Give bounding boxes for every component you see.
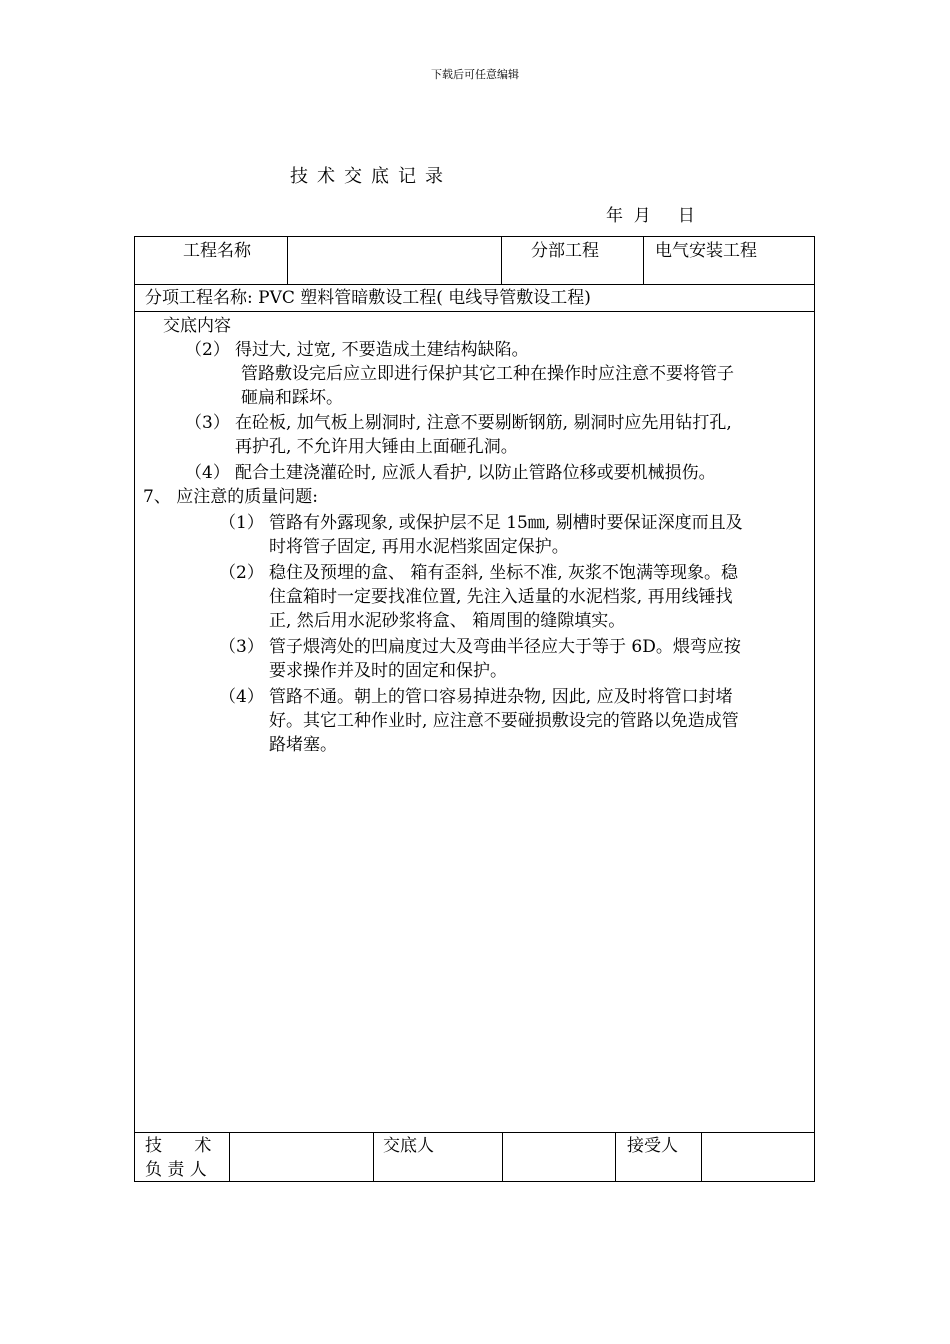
item-a-line: 得过大, 过宽, 不要造成土建结构缺陷。 (235, 340, 529, 360)
item-b-number: （4） (219, 687, 264, 707)
item-b-line: 路堵塞。 (269, 735, 337, 755)
disclosure-record-table (134, 236, 815, 1182)
project-name-label: 工程名称 (183, 241, 251, 261)
footer-divider-3 (502, 1132, 503, 1182)
item-a-line: 砸扁和踩坏。 (241, 388, 343, 408)
tech-lead-label-line1: 技 术 (145, 1136, 212, 1156)
footer-divider-4 (615, 1132, 616, 1182)
header-divider-3 (643, 237, 644, 284)
item-b-line: 时将管子固定, 再用水泥档浆固定保护。 (269, 537, 569, 557)
receiver-label: 接受人 (627, 1136, 678, 1156)
item-b-number: （2） (219, 563, 264, 583)
content-heading: 交底内容 (163, 316, 231, 336)
discloser-label: 交底人 (383, 1136, 434, 1156)
item-a-line: 管路敷设完后应立即进行保护其它工种在操作时应注意不要将管子 (241, 364, 734, 384)
item-b-line: 要求操作并及时的固定和保护。 (269, 661, 507, 681)
row-divider-subitem (135, 311, 814, 312)
item-b-line: 好。其它工种作业时, 应注意不要碰损敷设完的管路以免造成管 (269, 711, 739, 731)
item-b-number: （1） (219, 513, 264, 533)
date-line: 年 月 日 (606, 206, 695, 226)
item-b-line: 正, 然后用水泥砂浆将盒、 箱周围的缝隙填实。 (269, 611, 626, 631)
item-a-number: （4） (185, 463, 230, 483)
footer-divider-5 (701, 1132, 702, 1182)
tech-lead-label-line2: 负 责 人 (145, 1160, 207, 1180)
item-b-number: （3） (219, 637, 264, 657)
item-a-line: 配合土建浇灌砼时, 应派人看护, 以防止管路位移或要机械损伤。 (235, 463, 716, 483)
item-b-line: 管子煨湾处的凹扁度过大及弯曲半径应大于等于 6D。煨弯应按 (269, 637, 741, 657)
item-a-number: （2） (185, 340, 230, 360)
header-divider-2 (501, 237, 502, 284)
item-b-line: 管路有外露现象, 或保护层不足 15㎜, 剔槽时要保证深度而且及 (269, 513, 743, 533)
section-7-heading: 7、 应注意的质量问题: (143, 487, 318, 507)
item-a-line: 在砼板, 加气板上剔洞时, 注意不要剔断钢筋, 剔洞时应先用钻打孔, (235, 413, 732, 433)
row-divider-header (135, 284, 814, 285)
item-b-line: 稳住及预埋的盒、 箱有歪斜, 坐标不准, 灰浆不饱满等现象。稳 (269, 563, 739, 583)
item-a-number: （3） (185, 413, 230, 433)
footer-divider-2 (373, 1132, 374, 1182)
page-title: 技术交底记录 (290, 166, 452, 187)
subitem-name: 分项工程名称: PVC 塑料管暗敷设工程( 电线导管敷设工程) (145, 288, 591, 308)
item-a-line: 再护孔, 不允许用大锤由上面砸孔洞。 (235, 437, 518, 457)
watermark-text: 下载后可任意编辑 (431, 68, 519, 81)
header-divider-1 (287, 237, 288, 284)
item-b-line: 住盒箱时一定要找准位置, 先注入适量的水泥档浆, 再用线锤找 (269, 587, 733, 607)
item-b-line: 管路不通。朝上的管口容易掉进杂物, 因此, 应及时将管口封堵 (269, 687, 733, 707)
division-label: 分部工程 (531, 241, 599, 261)
row-divider-footer (135, 1132, 814, 1133)
division-value: 电气安装工程 (655, 241, 757, 261)
footer-divider-1 (229, 1132, 230, 1182)
